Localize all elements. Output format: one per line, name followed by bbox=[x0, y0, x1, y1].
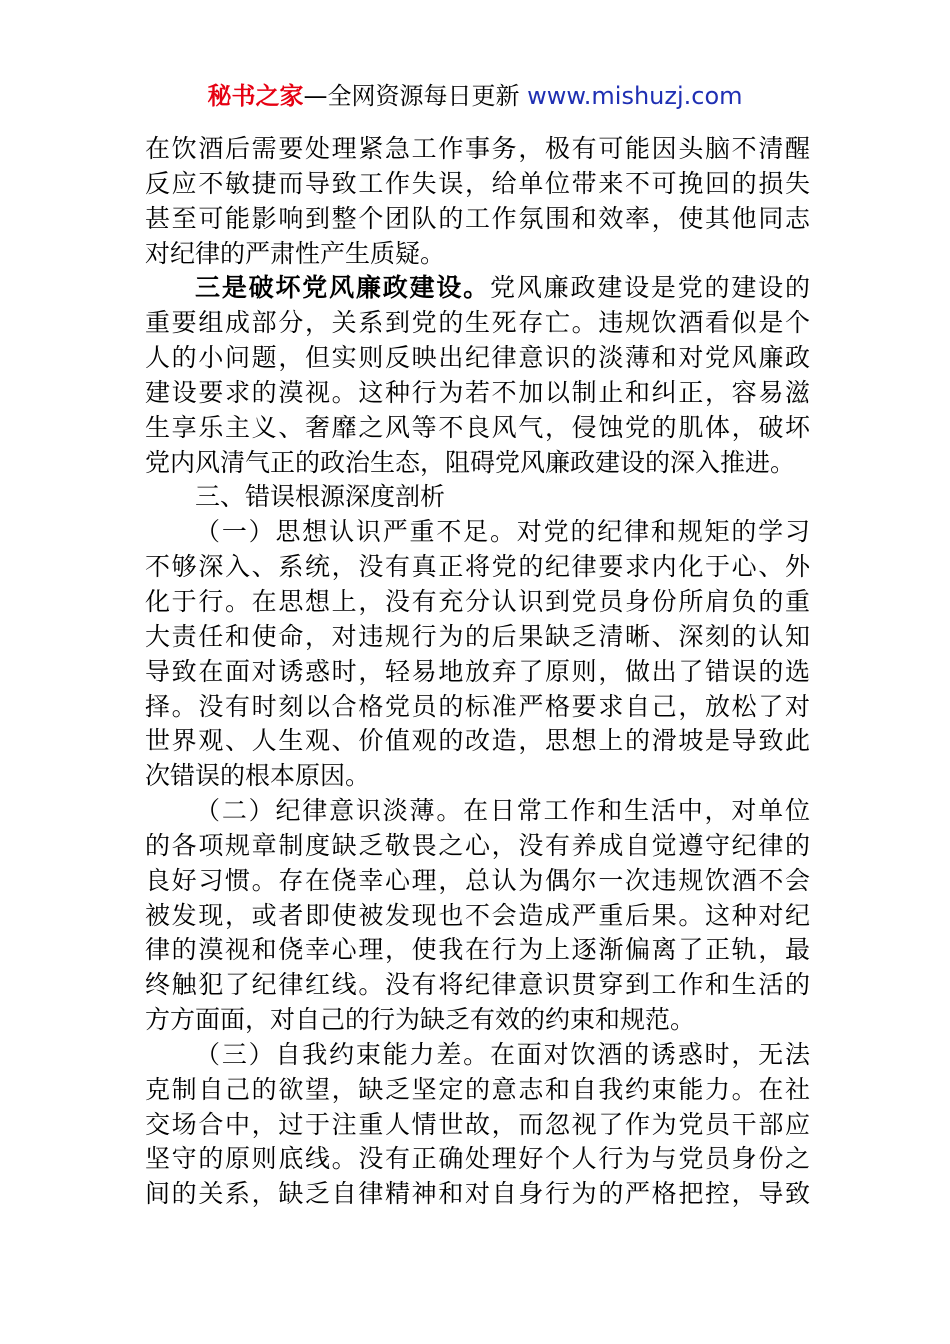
text-line: 克制自己的欲望，缺乏坚定的意志和自我约束能力。在社 bbox=[145, 1074, 810, 1104]
text-line: 坚守的原则底线。没有正确处理好个人行为与党员身份之 bbox=[145, 1144, 810, 1174]
text-line: （三）自我约束能力差。在面对饮酒的诱惑时，无法 bbox=[195, 1039, 810, 1069]
site-tagline: —全网资源每日更新 bbox=[303, 82, 528, 110]
bold-lead: 三是破坏党风廉政建设。 bbox=[195, 273, 490, 303]
text-line: 人的小问题，但实则反映出纪律意识的淡薄和对党风廉政 bbox=[145, 343, 810, 373]
text-line: 次错误的根本原因。 bbox=[145, 761, 371, 791]
paragraph-with-bold-lead bbox=[145, 271, 810, 306]
text-line: 不够深入、系统，没有真正将党的纪律要求内化于心、外 bbox=[145, 552, 810, 582]
text-line: 党内风清气正的政治生态，阻碍党风廉政建设的深入推进。 bbox=[145, 447, 796, 477]
text-line: 方方面面，对自己的行为缺乏有效的约束和规范。 bbox=[145, 1005, 696, 1035]
text-line: 终触犯了纪律红线。没有将纪律意识贯穿到工作和生活的 bbox=[145, 970, 810, 1000]
text-line: 建设要求的漠视。这种行为若不加以制止和纠正，容易滋 bbox=[145, 377, 810, 407]
text-line: 交场合中，过于注重人情世故，而忽视了作为党员干部应 bbox=[145, 1109, 810, 1139]
site-header bbox=[0, 80, 950, 112]
text-line: 的各项规章制度缺乏敬畏之心，没有养成自觉遵守纪律的 bbox=[145, 830, 810, 860]
text-span: 党风廉政建设是党的建设的 bbox=[490, 273, 810, 303]
text-line: 被发现，或者即使被发现也不会造成严重后果。这种对纪 bbox=[145, 900, 810, 930]
text-line: 化于行。在思想上，没有充分认识到党员身份所肩负的重 bbox=[145, 586, 810, 616]
text-line: 重要组成部分，关系到党的生死存亡。违规饮酒看似是个 bbox=[145, 308, 810, 338]
site-url[interactable]: www.mishuzj.com bbox=[527, 82, 743, 110]
site-brand: 秘书之家 bbox=[207, 82, 304, 110]
section-heading: 三、错误根源深度剖析 bbox=[195, 482, 446, 512]
text-line: （一）思想认识严重不足。对党的纪律和规矩的学习 bbox=[195, 517, 810, 547]
text-line: 大责任和使命，对违规行为的后果缺乏清晰、深刻的认知 bbox=[145, 621, 810, 651]
text-line: 在饮酒后需要处理紧急工作事务，极有可能因头脑不清醒 bbox=[145, 134, 810, 163]
text-line: 生享乐主义、奢靡之风等不良风气，侵蚀党的肌体，破坏 bbox=[145, 412, 810, 442]
text-line: 对纪律的严肃性产生质疑。 bbox=[145, 238, 446, 268]
text-line: 良好习惯。存在侥幸心理，总认为偶尔一次违规饮酒不会 bbox=[145, 865, 810, 895]
text-line: 甚至可能影响到整个团队的工作氛围和效率，使其他同志 bbox=[145, 203, 810, 233]
text-line: 世界观、人生观、价值观的改造，思想上的滑坡是导致此 bbox=[145, 726, 810, 756]
text-line: 反应不敏捷而导致工作失误，给单位带来不可挽回的损失 bbox=[145, 168, 810, 198]
text-line: （二）纪律意识淡薄。在日常工作和生活中，对单位 bbox=[195, 796, 810, 826]
document-body bbox=[145, 132, 810, 1212]
text-line: 导致在面对诱惑时，轻易地放弃了原则，做出了错误的选 bbox=[145, 656, 810, 686]
text-line: 律的漠视和侥幸心理，使我在行为上逐渐偏离了正轨，最 bbox=[145, 935, 810, 965]
text-line: 择。没有时刻以合格党员的标准严格要求自己，放松了对 bbox=[145, 691, 810, 721]
text-line: 间的关系，缺乏自律精神和对自身行为的严格把控，导致 bbox=[145, 1179, 810, 1209]
